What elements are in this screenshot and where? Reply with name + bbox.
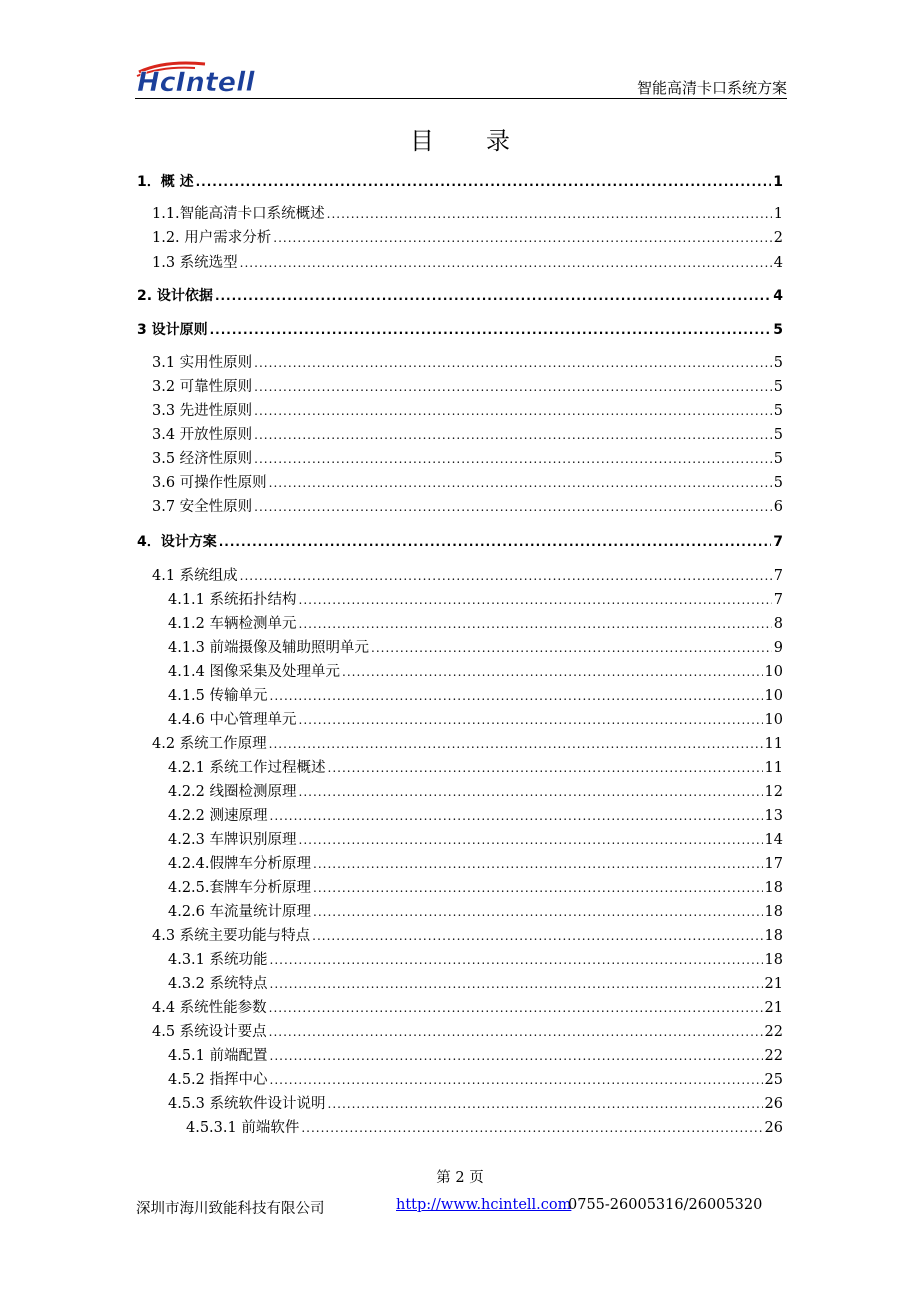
toc-entry[interactable] [168, 1094, 783, 1114]
toc-dot-leader [254, 497, 772, 517]
toc-entry-page: 21 [764, 976, 783, 992]
toc-entry[interactable] [168, 854, 783, 874]
toc-entry[interactable] [168, 590, 783, 610]
toc-entry-page: 1 [773, 174, 783, 190]
toc-entry[interactable] [168, 974, 783, 994]
toc-entry[interactable] [168, 806, 783, 826]
toc-entry[interactable] [152, 253, 783, 273]
toc-dot-leader [313, 878, 763, 898]
toc-dot-leader [313, 902, 763, 922]
toc-entry-label: 3.6 可操作性原则 [152, 475, 267, 491]
toc-entry-label: 4.5.3.1 前端软件 [186, 1120, 300, 1136]
toc-entry-label: 3.5 经济性原则 [152, 451, 253, 467]
toc-dot-leader [254, 353, 772, 373]
toc-entry-page: 8 [773, 616, 783, 632]
toc-entry-label: 1.3 系统选型 [152, 255, 238, 271]
footer-website-link[interactable]: http://www.hcintell.com [396, 1197, 572, 1213]
toc-entry-label: 4.2.6 车流量统计原理 [168, 904, 312, 920]
toc-entry[interactable] [137, 532, 783, 552]
toc-entry-label: 4.1 系统组成 [152, 568, 238, 584]
toc-entry[interactable] [152, 497, 783, 517]
toc-entry[interactable] [137, 320, 783, 340]
toc-entry-page: 25 [764, 1072, 783, 1088]
toc-entry-page: 26 [764, 1096, 783, 1112]
toc-dot-leader [196, 172, 772, 192]
toc-entry-page: 4 [773, 288, 783, 304]
toc-entry-page: 7 [773, 534, 783, 550]
toc-title: 目录 [410, 127, 562, 155]
toc-entry-label: 4.1.1 系统拓扑结构 [168, 592, 297, 608]
toc-entry[interactable] [152, 1022, 783, 1042]
toc-entry[interactable] [152, 473, 783, 493]
toc-entry-label: 4.5.2 指挥中心 [168, 1072, 268, 1088]
toc-entry[interactable] [168, 614, 783, 634]
toc-entry-page: 18 [764, 904, 783, 920]
toc-dot-leader [299, 590, 772, 610]
header-title: 智能高清卡口系统方案 [636, 79, 787, 97]
toc-entry-label: 3.1 实用性原则 [152, 355, 253, 371]
toc-entry[interactable] [168, 902, 783, 922]
toc-dot-leader [269, 1022, 763, 1042]
toc-entry-label: 4.4 系统性能参数 [152, 1000, 267, 1016]
toc-entry-page: 7 [773, 568, 783, 584]
toc-entry-page: 5 [773, 322, 783, 338]
toc-entry[interactable] [168, 1070, 783, 1090]
page-number: 第 2 页 [436, 1170, 484, 1186]
toc-dot-leader [215, 286, 771, 306]
logo-text: HcIntell [137, 67, 255, 98]
toc-entry-page: 17 [764, 856, 783, 872]
toc-entry[interactable] [152, 449, 783, 469]
toc-entry-label: 3.4 开放性原则 [152, 427, 253, 443]
toc-entry-page: 13 [764, 808, 783, 824]
toc-entry-label: 4.2.2 测速原理 [168, 808, 268, 824]
toc-entry-label: 4.3 系统主要功能与特点 [152, 928, 311, 944]
toc-entry[interactable] [152, 377, 783, 397]
toc-entry-page: 2 [773, 230, 783, 246]
toc-dot-leader [269, 998, 763, 1018]
toc-entry-label: 4.1.4 图像采集及处理单元 [168, 664, 341, 680]
toc-entry-page: 5 [773, 355, 783, 371]
toc-dot-leader [254, 425, 772, 445]
toc-entry-label: 4.2.1 系统工作过程概述 [168, 760, 326, 776]
toc-entry-page: 6 [773, 499, 783, 515]
toc-entry[interactable] [168, 950, 783, 970]
toc-dot-leader [342, 662, 763, 682]
toc-entry-label: 4.1.5 传输单元 [168, 688, 268, 704]
toc-entry-page: 9 [773, 640, 783, 656]
toc-entry-label: 4.4.6 中心管理单元 [168, 712, 297, 728]
toc-dot-leader [328, 758, 763, 778]
toc-dot-leader [299, 830, 763, 850]
toc-entry[interactable] [152, 401, 783, 421]
header-rule [135, 98, 787, 99]
toc-entry[interactable] [168, 830, 783, 850]
toc-dot-leader [270, 686, 763, 706]
toc-entry-page: 4 [773, 255, 783, 271]
page-header [135, 58, 787, 98]
toc-dot-leader [371, 638, 772, 658]
toc-entry-page: 22 [764, 1048, 783, 1064]
toc-entry-label: 4.5.1 前端配置 [168, 1048, 268, 1064]
toc-entry[interactable] [152, 926, 783, 946]
toc-entry-label: 3 设计原则 [137, 322, 208, 338]
toc-entry-label: 4.5 系统设计要点 [152, 1024, 267, 1040]
toc-entry-label: 4.2 系统工作原理 [152, 736, 267, 752]
toc-dot-leader [328, 1094, 763, 1114]
toc-entry-label: 3.3 先进性原则 [152, 403, 253, 419]
toc-entry-page: 22 [764, 1024, 783, 1040]
toc-entry-page: 12 [764, 784, 783, 800]
toc-entry[interactable] [152, 228, 783, 248]
toc-entry-label: 4.2.3 车牌识别原理 [168, 832, 297, 848]
toc-entry-label: 2. 设计依据 [137, 288, 213, 304]
toc-entry-label: 1.1.智能高清卡口系统概述 [152, 206, 325, 222]
toc-entry-page: 10 [764, 664, 783, 680]
toc-dot-leader [270, 950, 763, 970]
toc-entry-page: 18 [764, 952, 783, 968]
toc-entry-label: 4.2.4.假牌车分析原理 [168, 856, 312, 872]
toc-dot-leader [219, 532, 772, 552]
toc-dot-leader [273, 228, 771, 248]
toc-entry[interactable] [168, 638, 783, 658]
toc-dot-leader [210, 320, 772, 340]
toc-dot-leader [254, 449, 772, 469]
toc-dot-leader [301, 1118, 762, 1138]
toc-entry[interactable] [152, 353, 783, 373]
toc-entry-page: 7 [773, 592, 783, 608]
toc-entry-label: 4.2.5.套牌车分析原理 [168, 880, 312, 896]
toc-dot-leader [312, 926, 762, 946]
toc-entry-page: 5 [773, 475, 783, 491]
toc-dot-leader [270, 1070, 763, 1090]
toc-entry[interactable] [168, 662, 783, 682]
footer-phone: 0755-26005316/26005320 [568, 1197, 763, 1213]
toc-entry-label: 1．概 述 [137, 174, 194, 190]
toc-entry-label: 4.2.2 线圈检测原理 [168, 784, 297, 800]
toc-entry[interactable] [168, 878, 783, 898]
toc-dot-leader [254, 401, 772, 421]
toc-dot-leader [240, 566, 772, 586]
toc-entry-label: 3.7 安全性原则 [152, 499, 253, 515]
toc-entry[interactable] [152, 998, 783, 1018]
toc-entry-label: 4.5.3 系统软件设计说明 [168, 1096, 326, 1112]
toc-dot-leader [299, 782, 763, 802]
toc-entry[interactable] [137, 172, 783, 192]
toc-dot-leader [254, 377, 772, 397]
toc-dot-leader [270, 1046, 763, 1066]
toc-entry[interactable] [152, 734, 783, 754]
toc-dot-leader [269, 734, 763, 754]
toc-entry-page: 5 [773, 427, 783, 443]
toc-entry[interactable] [168, 710, 783, 730]
toc-entry[interactable] [152, 204, 783, 224]
toc-entry-page: 5 [773, 451, 783, 467]
toc-entry-page: 5 [773, 403, 783, 419]
toc-entry-label: 4.3.1 系统功能 [168, 952, 268, 968]
toc-entry-page: 5 [773, 379, 783, 395]
toc-entry-label: 4．设计方案 [137, 534, 217, 550]
toc-entry-page: 10 [764, 688, 783, 704]
toc-entry[interactable] [168, 758, 783, 778]
toc-entry-page: 11 [764, 736, 783, 752]
toc-entry-label: 4.1.3 前端摄像及辅助照明单元 [168, 640, 370, 656]
toc-entry-label: 4.3.2 系统特点 [168, 976, 268, 992]
toc-entry[interactable] [168, 1046, 783, 1066]
hcintell-logo [135, 58, 295, 98]
toc-entry[interactable] [186, 1118, 783, 1138]
toc-entry-label: 4.1.2 车辆检测单元 [168, 616, 297, 632]
toc-dot-leader [240, 253, 772, 273]
toc-dot-leader [299, 614, 772, 634]
toc-dot-leader [327, 204, 772, 224]
toc-dot-leader [270, 806, 763, 826]
toc-dot-leader [270, 974, 763, 994]
toc-entry-page: 26 [764, 1120, 783, 1136]
toc-dot-leader [269, 473, 772, 493]
toc-entry-label: 1.2. 用户需求分析 [152, 230, 272, 246]
toc-entry[interactable] [168, 686, 783, 706]
footer-company: 深圳市海川致能科技有限公司 [136, 1201, 325, 1217]
toc-entry[interactable] [152, 425, 783, 445]
toc-entry-label: 3.2 可靠性原则 [152, 379, 253, 395]
toc-entry-page: 18 [764, 928, 783, 944]
toc-entry-page: 14 [764, 832, 783, 848]
toc-entry[interactable] [137, 286, 783, 306]
toc-entry[interactable] [152, 566, 783, 586]
toc-entry-page: 11 [764, 760, 783, 776]
toc-entry[interactable] [168, 782, 783, 802]
toc-entry-page: 21 [764, 1000, 783, 1016]
toc-dot-leader [313, 854, 763, 874]
toc-entry-page: 1 [773, 206, 783, 222]
toc-dot-leader [299, 710, 763, 730]
toc-entry-page: 10 [764, 712, 783, 728]
toc-entry-page: 18 [764, 880, 783, 896]
